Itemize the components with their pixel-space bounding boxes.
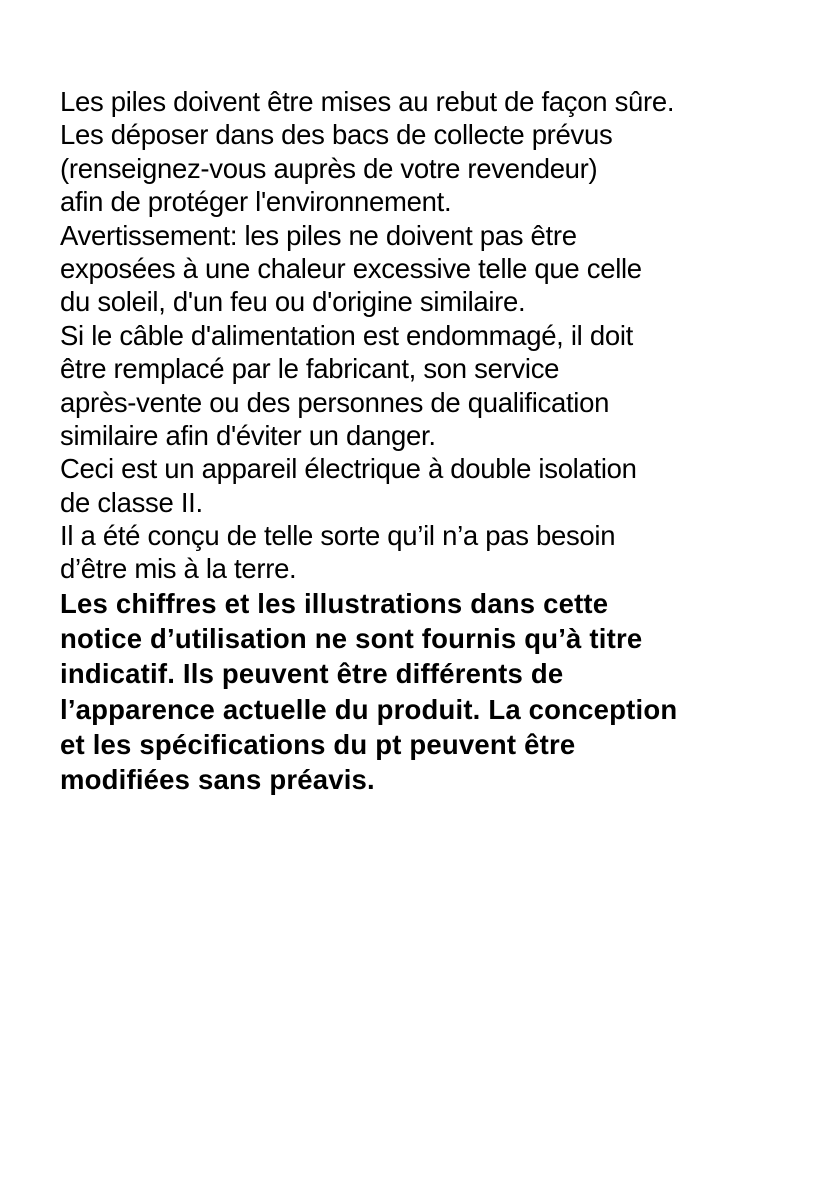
notice-line: d’être mis à la terre. bbox=[60, 553, 297, 585]
notice-line: après-vente ou des personnes de qualification bbox=[60, 386, 610, 418]
notice-line: afin de protéger l'environnement. bbox=[60, 186, 452, 218]
disclaimer-line: Les chiffres et les illustrations dans cette bbox=[60, 587, 609, 619]
notice-line: similaire afin d'éviter un danger. bbox=[60, 419, 436, 451]
notice-line: Avertissement: les piles ne doivent pas être bbox=[60, 219, 577, 251]
notice-line: (renseignez-vous auprès de votre revendeur) bbox=[60, 152, 598, 184]
notice-line: Les piles doivent être mises au rebut de façon sûre. bbox=[60, 86, 675, 117]
notice-line: être remplacé par le fabricant, son service bbox=[60, 353, 560, 385]
disclaimer-line: et les spécifications du pt peuvent être bbox=[60, 729, 576, 761]
safety-notice bbox=[60, 85, 835, 798]
notice-line: de classe II. bbox=[60, 486, 203, 518]
notice-line: Les déposer dans des bacs de collecte prévus bbox=[60, 119, 613, 151]
notice-line: Si le câble d'alimentation est endommagé, il doit bbox=[60, 319, 633, 351]
disclaimer-line: l’apparence actuelle du produit. La conception bbox=[60, 693, 678, 725]
notice-line: du soleil, d'un feu ou d'origine similaire. bbox=[60, 286, 526, 318]
disclaimer-line: indicatif. Ils peuvent être différents de bbox=[60, 658, 564, 690]
disclaimer-line: notice d’utilisation ne sont fournis qu’à titre bbox=[60, 623, 643, 655]
notice-line: exposées à une chaleur excessive telle que celle bbox=[60, 252, 642, 284]
notice-line: Il a été conçu de telle sorte qu’il n’a pas besoin bbox=[60, 520, 616, 552]
disclaimer-line: modifiées sans préavis. bbox=[60, 764, 375, 796]
notice-line: Ceci est un appareil électrique à double isolation bbox=[60, 453, 637, 485]
